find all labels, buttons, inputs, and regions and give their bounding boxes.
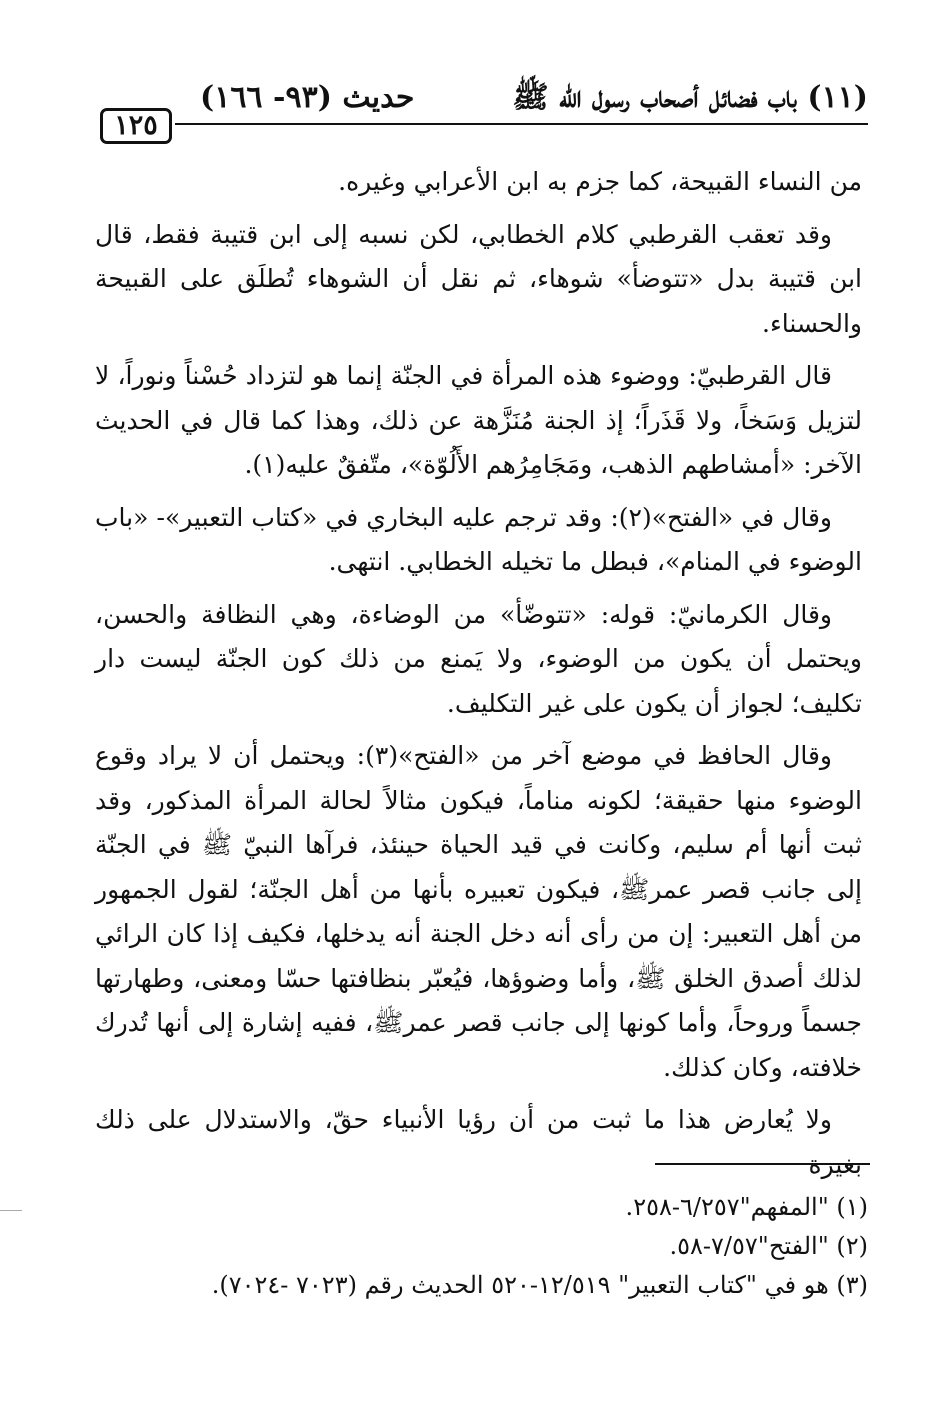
body-text — [95, 160, 862, 1195]
header-rule — [175, 123, 868, 125]
scan-margin-mark — [0, 1210, 22, 1211]
paragraph: من النساء القبيحة، كما جزم به ابن الأعرابي وغيره. — [338, 167, 862, 196]
running-header — [100, 78, 868, 118]
paragraph: وقد تعقب القرطبي كلام الخطابي، لكن نسبه إلى ابن قتيبة فقط، قال ابن قتيبة بدل «تتوضأ» شوهاء، ثم نقل أن الشوهاء تُطلَق على القبيحة والحسناء. — [95, 219, 862, 338]
hadith-range: حديث (٩٣- ١٦٦) — [200, 80, 415, 115]
paragraph: ولا يُعارض هذا ما ثبت من أن رؤيا الأنبياء حقّ، والاستدلال على ذلك بغيرة — [95, 1105, 862, 1179]
footnote-separator — [655, 1163, 870, 1165]
footnote: (٢) "الفتح"٧/٥٧-٥٨. — [669, 1232, 868, 1260]
paragraph: وقال في «الفتح»(٢): وقد ترجم عليه البخاري في «كتاب التعبير»- «باب الوضوء في المنام»، فبطل ما تخيله الخطابي. انتهى. — [95, 502, 862, 576]
footnote: (٣) هو في "كتاب التعبير" ١٢/٥١٩-٥٢٠ الحديث رقم (٧٠٢٣ -٧٠٢٤). — [211, 1271, 868, 1299]
page-number: ١٢٥ — [100, 108, 172, 144]
paragraph: وقال الحافظ في موضع آخر من «الفتح»(٣): ويحتمل أن لا يراد وقوع الوضوء منها حقيقة؛ لكونه مناماً، فيكون مثالاً لحالة المرأة المذكور، وقد ثبت أنها أم سليم، وكانت في قيد الحياة حينئذ، فرآها النبيّ ﷺ في الجنّة إلى جانب قصر عمرﷺ، فيكون تعبيره بأنها من أهل الجنّة؛ لقول الجمهور من أهل التعبير: إن من رأى أنه دخل الجنة أنه يدخلها، فكيف إذا كان الرائي لذلك أصدق الخلق ﷺ، وأما وضوؤها، فيُعبّر بنظافتها حسّا ومعنى، وطهارتها جسماً وروحاً، وأما كونها إلى جانب قصر عمرﷺ، ففيه إشارة إلى أنها تُدرك خلافته، وكان كذلك. — [95, 741, 862, 1082]
paragraph: وقال الكرمانيّ: قوله: «تتوضّأ» من الوضاءة، وهي النظافة والحسن، ويحتمل أن يكون من الوضوء، ولا يَمنع من ذلك كون الجنّة ليست دار تكليف؛ لجواز أن يكون على غير التكليف. — [95, 599, 862, 718]
footnotes — [130, 1188, 868, 1305]
paragraph: قال القرطبيّ: ووضوء هذه المرأة في الجنّة إنما هو لتزداد حُسْناً ونوراً، لا لتزيل وَسَخاً، ولا قَذَراً؛ إذ الجنة مُنَزَّهة عن ذلك، وهذا كما قال في الحديث الآخر: «أمشاطهم الذهب، ومَجَامِرُهم الأَلُوّة»، متّفقٌ عليه(١). — [95, 361, 862, 479]
chapter-title: (١١) باب فضائل أصحاب رسول الله ﷺ — [512, 80, 868, 115]
footnote: (١) "المفهم"٦/٢٥٧-٢٥٨. — [625, 1193, 868, 1221]
